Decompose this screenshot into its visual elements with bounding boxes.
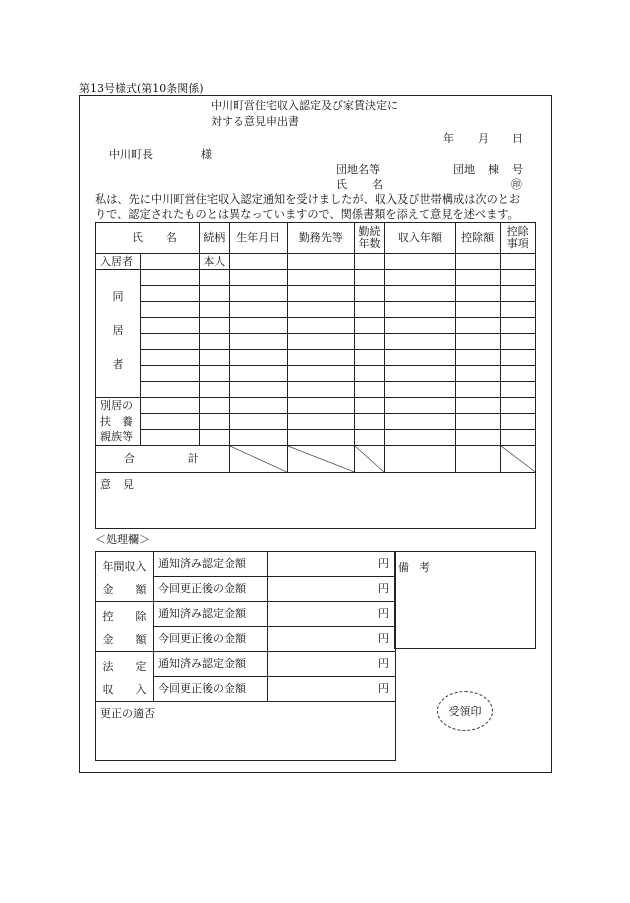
cell[interactable]: [229, 334, 287, 350]
yen-unit: 円: [378, 632, 389, 645]
body-text-line1: 私は、先に中川町営住宅収入認定通知を受けましたが、収入及び世帯構成は次のとお: [95, 193, 521, 206]
appropriateness-area[interactable]: 更正の適否: [96, 702, 396, 761]
cell[interactable]: [455, 430, 500, 446]
cell[interactable]: [355, 254, 385, 270]
cell[interactable]: [385, 270, 456, 286]
cell[interactable]: [355, 334, 385, 350]
table-row: [96, 350, 536, 366]
cell[interactable]: [140, 382, 199, 398]
header-years: [355, 223, 385, 254]
header-deduction-item-1: 控除: [506, 225, 529, 238]
dependent-label-3: 親族等: [96, 430, 141, 446]
yen-unit: 円: [378, 582, 389, 595]
cohabitant-char-1: 同: [112, 290, 124, 303]
total-label-2: 計: [187, 452, 199, 465]
table-row: [96, 254, 536, 270]
cell[interactable]: [140, 318, 199, 334]
cell[interactable]: [500, 286, 535, 302]
table-row: [96, 334, 536, 350]
dependent-label-2: 扶 養: [96, 414, 141, 430]
receipt-stamp-label: 受領印: [448, 705, 482, 718]
table-row: [96, 382, 536, 398]
cell[interactable]: [355, 350, 385, 366]
table-row: [96, 414, 536, 430]
cell[interactable]: [229, 270, 287, 286]
cell[interactable]: [385, 398, 456, 414]
total-slash-birth: [229, 446, 287, 473]
table-row: [96, 366, 536, 382]
cell[interactable]: [199, 430, 229, 446]
yen-unit: 円: [378, 657, 389, 670]
legal-notified-amount[interactable]: [268, 652, 396, 677]
slash-line-icon: [230, 446, 287, 472]
date-month: 月: [478, 132, 489, 145]
header-name: [96, 223, 200, 254]
annual-revised-amount[interactable]: [268, 577, 396, 602]
cell[interactable]: [385, 318, 456, 334]
cell[interactable]: [287, 334, 354, 350]
dependent-label-1: 別居の: [96, 398, 141, 414]
total-deduction-cell[interactable]: [455, 446, 500, 473]
header-deduction: 控除額: [455, 223, 500, 254]
cell[interactable]: [199, 350, 229, 366]
processing-table: [95, 551, 396, 761]
date-year: 年: [443, 132, 454, 145]
annual-revised-label: 今回更正後の金額: [154, 577, 268, 602]
cell[interactable]: [455, 366, 500, 382]
cell[interactable]: [385, 366, 456, 382]
cell[interactable]: [455, 334, 500, 350]
total-slash-workplace: [287, 446, 354, 473]
cell[interactable]: [385, 254, 456, 270]
cell[interactable]: [199, 382, 229, 398]
cell[interactable]: [229, 366, 287, 382]
legal-notified-label: 通知済み認定金額: [154, 652, 268, 677]
deduction-notified-amount[interactable]: [268, 602, 396, 627]
yen-unit: 円: [378, 607, 389, 620]
cell[interactable]: [140, 366, 199, 382]
cell[interactable]: [500, 254, 535, 270]
addressee-honorific: 様: [201, 148, 212, 161]
cohabitant-char-2: 居: [112, 324, 124, 337]
annual-income-label-1: 年間収入: [102, 560, 147, 573]
cell[interactable]: [455, 270, 500, 286]
form-title-line2: 対する意見申出書: [211, 115, 299, 128]
processing-heading: ＜処理欄＞: [95, 533, 150, 546]
cell[interactable]: [355, 318, 385, 334]
cell[interactable]: [355, 398, 385, 414]
cell[interactable]: [500, 430, 535, 446]
header-income: 収入年額: [385, 223, 456, 254]
cell[interactable]: [140, 430, 199, 446]
cell[interactable]: [455, 382, 500, 398]
cell[interactable]: [287, 350, 354, 366]
cell[interactable]: [199, 286, 229, 302]
legal-income-label-1: 法 定: [102, 660, 147, 673]
slash-line-icon: [355, 446, 384, 472]
header-years-2: 年数: [358, 237, 381, 250]
applicant-name-label-2: 名: [372, 178, 383, 191]
cell[interactable]: [140, 302, 199, 318]
cell[interactable]: [500, 270, 535, 286]
cell[interactable]: [287, 270, 354, 286]
slash-line-icon: [288, 446, 354, 472]
cell[interactable]: [455, 398, 500, 414]
cell[interactable]: [455, 350, 500, 366]
cell[interactable]: [199, 318, 229, 334]
cell[interactable]: [229, 350, 287, 366]
date-day: 日: [512, 132, 523, 145]
cell[interactable]: [500, 414, 535, 430]
remarks-label-2: 考: [419, 561, 430, 574]
cell[interactable]: [500, 366, 535, 382]
annual-notified-label: 通知済み認定金額: [154, 552, 268, 577]
cell[interactable]: [229, 382, 287, 398]
cell[interactable]: [229, 430, 287, 446]
table-row: [96, 286, 536, 302]
cell[interactable]: [140, 414, 199, 430]
table-row: [96, 430, 536, 446]
cohabitant-label: [96, 270, 141, 398]
header-deduction-item: [500, 223, 535, 254]
header-workplace: 勤務先等: [287, 223, 354, 254]
cell[interactable]: [229, 414, 287, 430]
cell[interactable]: [229, 286, 287, 302]
cell[interactable]: [385, 334, 456, 350]
cell[interactable]: [199, 398, 229, 414]
cell[interactable]: [500, 334, 535, 350]
deduction-notified-label: 通知済み認定金額: [154, 602, 268, 627]
total-income-cell[interactable]: [385, 446, 456, 473]
addressee-name: 中川町長: [109, 148, 153, 161]
opinion-area[interactable]: [96, 473, 536, 529]
cell[interactable]: [385, 302, 456, 318]
cell[interactable]: [140, 334, 199, 350]
cell[interactable]: [199, 366, 229, 382]
table-row: [96, 318, 536, 334]
cell[interactable]: [455, 286, 500, 302]
cell[interactable]: [287, 366, 354, 382]
cell[interactable]: [287, 382, 354, 398]
opinion-row: [96, 473, 536, 529]
seal-mark: ㊞: [511, 178, 522, 191]
yen-unit: 円: [378, 682, 389, 695]
cell[interactable]: [455, 254, 500, 270]
cell[interactable]: [140, 254, 199, 270]
cell[interactable]: [355, 302, 385, 318]
resident-relation: 本人: [199, 254, 229, 270]
deduction-revised-amount[interactable]: [268, 627, 396, 652]
legal-income-label-2: 収 入: [102, 683, 147, 696]
cell[interactable]: [287, 398, 354, 414]
cell[interactable]: [287, 254, 354, 270]
cell[interactable]: [355, 286, 385, 302]
cell[interactable]: [140, 350, 199, 366]
header-years-1: 勤続: [358, 225, 381, 238]
cell[interactable]: [500, 382, 535, 398]
form-number: 第13号様式(第10条関係): [79, 82, 204, 95]
cell[interactable]: [287, 430, 354, 446]
total-label: [96, 446, 230, 473]
deduction-amount-label: [96, 602, 154, 652]
deduction-amount-label-2: 金 額: [102, 633, 147, 646]
cell[interactable]: [287, 318, 354, 334]
header-birth: 生年月日: [229, 223, 287, 254]
cell[interactable]: [455, 414, 500, 430]
slash-line-icon: [501, 446, 535, 472]
table-row: [96, 302, 536, 318]
header-name-1: 氏: [132, 231, 143, 244]
deduction-amount-label-1: 控 除: [102, 610, 147, 623]
cell[interactable]: [385, 414, 456, 430]
cell[interactable]: [287, 414, 354, 430]
applicant-name-label-1: 氏: [336, 178, 347, 191]
table-row: [96, 398, 536, 414]
annual-notified-amount[interactable]: [268, 552, 396, 577]
total-slash-deduction-item: [500, 446, 535, 473]
applicant-building: 棟: [488, 163, 499, 176]
cell[interactable]: [355, 430, 385, 446]
cell[interactable]: [140, 398, 199, 414]
cell[interactable]: [385, 430, 456, 446]
remarks-label-1: 備: [398, 561, 409, 574]
form-title-line1: 中川町営住宅収入認定及び家賃決定に: [211, 99, 398, 112]
legal-revised-amount[interactable]: [268, 677, 396, 702]
cell[interactable]: [500, 350, 535, 366]
opinion-label-1: 意: [100, 478, 111, 491]
cell[interactable]: [455, 302, 500, 318]
cell[interactable]: [355, 270, 385, 286]
header-name-2: 名: [165, 231, 177, 244]
table-row: [96, 270, 536, 286]
total-label-1: 合: [124, 452, 135, 465]
resident-label: 入居者: [96, 254, 141, 270]
cell[interactable]: [199, 414, 229, 430]
household-table: [95, 222, 536, 529]
legal-income-label: [96, 652, 154, 702]
cell[interactable]: [500, 398, 535, 414]
header-relation: 続柄: [199, 223, 229, 254]
yen-unit: 円: [378, 557, 389, 570]
legal-revised-label: 今回更正後の金額: [154, 677, 268, 702]
total-slash-years: [355, 446, 385, 473]
deduction-revised-label: 今回更正後の金額: [154, 627, 268, 652]
cell[interactable]: [500, 302, 535, 318]
cell[interactable]: [455, 318, 500, 334]
cell[interactable]: [500, 318, 535, 334]
cell[interactable]: [140, 270, 199, 286]
receipt-stamp: [437, 691, 493, 731]
cell[interactable]: [385, 350, 456, 366]
cell[interactable]: [229, 254, 287, 270]
annual-income-label-2: 金 額: [102, 583, 147, 596]
cell[interactable]: [355, 382, 385, 398]
cell[interactable]: [199, 270, 229, 286]
applicant-number: 号: [512, 163, 523, 176]
cell[interactable]: [287, 286, 354, 302]
cohabitant-char-3: 者: [112, 358, 124, 371]
remarks-box[interactable]: [394, 551, 536, 649]
body-text-line2: りで、認定されたものとは異なっていますので、関係書類を添えて意見を述べます。: [95, 208, 519, 221]
cell[interactable]: [229, 318, 287, 334]
header-deduction-item-2: 事項: [506, 237, 529, 250]
cell[interactable]: [229, 302, 287, 318]
applicant-danchi-label: 団地名等: [336, 163, 380, 176]
cell[interactable]: [355, 414, 385, 430]
cell[interactable]: [385, 382, 456, 398]
cell[interactable]: [385, 286, 456, 302]
applicant-danchi: 団地: [453, 163, 475, 176]
cell[interactable]: [199, 302, 229, 318]
cell[interactable]: [140, 286, 199, 302]
cell[interactable]: [229, 398, 287, 414]
cell[interactable]: [199, 334, 229, 350]
cell[interactable]: [287, 302, 354, 318]
cell[interactable]: [355, 366, 385, 382]
total-row: [96, 446, 536, 473]
opinion-label-2: 見: [123, 478, 134, 491]
annual-income-label: [96, 552, 154, 602]
